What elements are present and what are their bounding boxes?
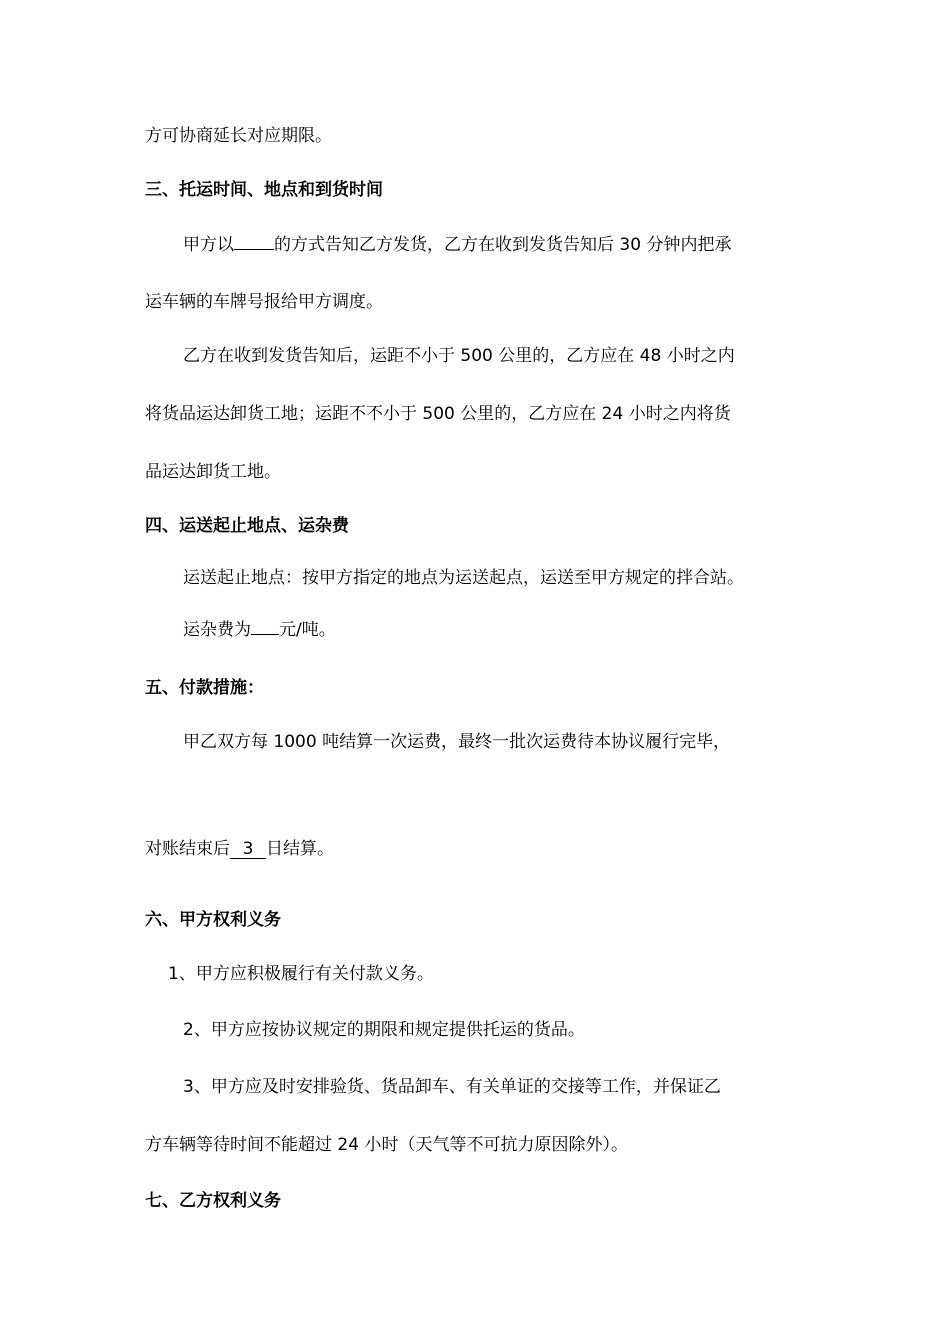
text-segment: 元/吨。 xyxy=(279,620,336,640)
paragraph-line xyxy=(183,233,815,257)
paragraph-line: 品运达卸货工地。 xyxy=(145,462,281,482)
paragraph-line: 方车辆等待时间不能超过 24 小时（天气等不可抗力原因除外）。 xyxy=(145,1135,628,1155)
fill-in-value: 3 xyxy=(230,840,266,859)
section-heading-6: 六、甲方权利义务 xyxy=(145,910,281,930)
section-heading-4: 四、运送起止地点、运杂费 xyxy=(145,516,349,536)
fill-in-blank xyxy=(234,249,274,250)
list-item: 1、甲方应积极履行有关付款义务。 xyxy=(168,964,434,984)
paragraph-line: 方可协商延长对应期限。 xyxy=(145,126,332,146)
paragraph-line: 乙方在收到发货告知后，运距不小于 500 公里的，乙方应在 48 小时之内 xyxy=(183,346,735,366)
paragraph-line: 将货品运达卸货工地；运距不不小于 500 公里的，乙方应在 24 小时之内将货 xyxy=(145,404,731,424)
paragraph-line: 甲乙双方每 1000 吨结算一次运费，最终一批次运费待本协议履行完毕， xyxy=(183,732,731,752)
paragraph-line: 运送起止地点：按甲方指定的地点为运送起点，运送至甲方规定的拌合站。 xyxy=(183,568,744,588)
section-heading-3: 三、托运时间、地点和到货时间 xyxy=(145,180,383,200)
text-segment: 对账结束后 xyxy=(145,839,230,859)
list-item: 3、甲方应及时安排验货、货品卸车、有关单证的交接等工作，并保证乙 xyxy=(183,1077,721,1097)
text-segment: 运杂费为 xyxy=(183,620,251,640)
text-segment: 日结算。 xyxy=(266,839,334,859)
text-segment: 甲方以 xyxy=(183,235,234,255)
paragraph-line xyxy=(183,618,815,642)
section-heading-5: 五、付款措施： xyxy=(145,678,264,698)
list-item: 2、甲方应按协议规定的期限和规定提供托运的货品。 xyxy=(183,1020,585,1040)
text-segment: 的方式告知乙方发货，乙方在收到发货告知后 30 分钟内把承 xyxy=(274,235,732,255)
paragraph-line: 运车辆的车牌号报给甲方调度。 xyxy=(145,292,383,312)
paragraph-line xyxy=(145,837,815,861)
section-heading-7: 七、乙方权利义务 xyxy=(145,1191,281,1211)
fill-in-blank xyxy=(251,634,279,635)
